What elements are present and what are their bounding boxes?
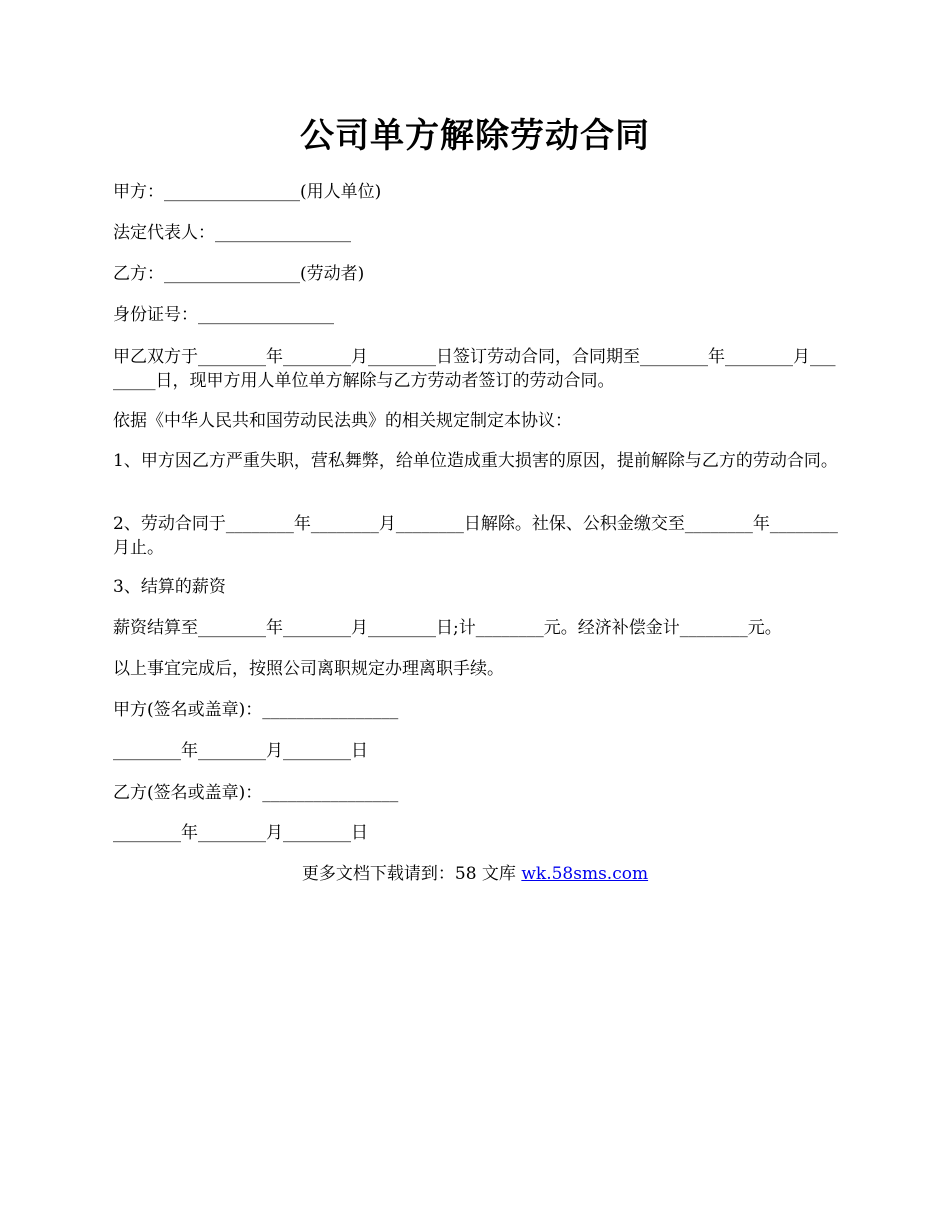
salary-settlement-line: 薪资结算至________年________月________日;计________元。经济补偿金计________元。 xyxy=(113,618,782,638)
clause-2-paragraph: 2、劳动合同于________年________月________日解除。社保、公积金缴交至________年________月止。 xyxy=(113,514,838,558)
legal-basis-paragraph: 依据《中华人民共和国劳动民法典》的相关规定制定本协议： xyxy=(113,411,572,431)
contract-intro-paragraph: 甲乙双方于________年________月________日签订劳动合同，合同期至________年________月________日，现甲方用人单位单方解除与乙方劳动者签订的劳动合同。 xyxy=(113,347,836,391)
clause-1-paragraph: 1、甲方因乙方严重失职，营私舞弊，给单位造成重大损害的原因，提前解除与乙方的劳动合同。 xyxy=(113,451,838,471)
party-a-signature-line: 甲方(签名或盖章)：________________ xyxy=(113,700,399,720)
completion-note-line: 以上事宜完成后，按照公司离职规定办理离职手续。 xyxy=(113,659,504,679)
footer-prefix-text: 更多文档下载请到：58 文库 xyxy=(301,864,522,884)
footer-website-link[interactable]: wk.58sms.com xyxy=(521,864,649,884)
clause-3-heading: 3、结算的薪资 xyxy=(113,577,226,597)
party-a-date-line: ________年________月________日 xyxy=(113,741,368,761)
id-number-line: 身份证号：________________ xyxy=(113,305,334,325)
legal-representative-line: 法定代表人：________________ xyxy=(113,223,351,243)
party-b-signature-line: 乙方(签名或盖章)：________________ xyxy=(113,783,399,803)
document-title: 公司单方解除劳动合同 xyxy=(300,116,650,156)
footer-download-note xyxy=(0,862,950,886)
party-a-line: 甲方：________________(用人单位) xyxy=(113,182,382,202)
party-b-date-line: ________年________月________日 xyxy=(113,823,368,843)
party-b-line: 乙方：________________(劳动者) xyxy=(113,264,365,284)
